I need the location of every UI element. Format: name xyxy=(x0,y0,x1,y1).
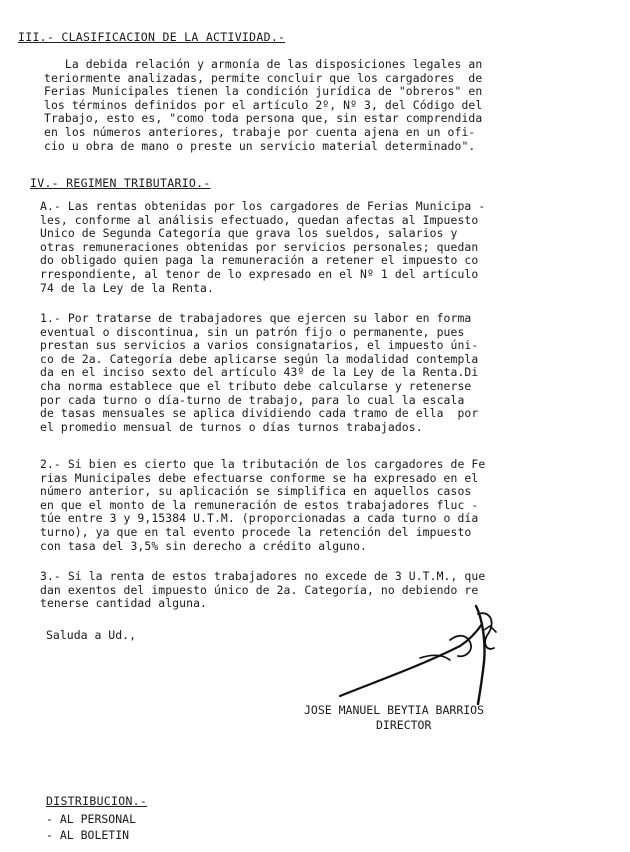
paragraph-line: les, conforme al análisis efectuado, quedan afectas al Impuesto xyxy=(40,212,479,227)
paragraph-line: cio u obra de mano o preste un servicio material determinado". xyxy=(44,138,476,153)
paragraph-line: número anterior, su aplicación se simplifica en aquellos casos xyxy=(40,484,472,499)
paragraph-line: do obligado quien paga la remuneración a retener el impuesto co xyxy=(40,253,479,268)
paragraph-line: eventual o discontinua, sin un patrón fijo o permanente, pues xyxy=(40,324,465,339)
paragraph-line: 1.- Por tratarse de trabajadores que ejercen su labor en forma xyxy=(40,311,472,325)
paragraph-line: Trabajo, esto es, "como toda persona que, sin estar comprendida xyxy=(44,111,483,126)
paragraph-line: los términos definidos por el artículo 2º, Nº 3, del Código del xyxy=(44,97,483,112)
paragraph-line: teriormente analizadas, permite concluir que los cargadores de xyxy=(44,70,483,85)
paragraph-line: prestan sus servicios a varios consignatarios, el impuesto úni- xyxy=(40,338,479,353)
paragraph-line: rrespondiente, al tenor de lo expresado en el Nº 1 del artículo xyxy=(40,266,479,281)
paragraph-line: La debida relación y armonía de las disposiciones legales an xyxy=(44,57,483,71)
paragraph-line: 2.- Si bien es cierto que la tributación de los cargadores de Fe xyxy=(40,457,486,471)
distribution-item: - AL PERSONAL xyxy=(46,812,137,826)
signatory-name: JOSE MANUEL BEYTIA BARRIOS xyxy=(304,703,485,717)
paragraph-line: 74 de la Ley de la Renta. xyxy=(40,280,214,295)
paragraph-line: en que el monto de la remuneración de estos trabajadores fluc - xyxy=(40,497,479,512)
section-3-heading: III.- CLASIFICACION DE LA ACTIVIDAD.- xyxy=(18,30,286,44)
paragraph-line: de tasas mensuales se aplica dividiendo cada tramo de ella por xyxy=(40,406,479,421)
paragraph-line: Unico de Segunda Categoría que grava los sueldos, salarios y xyxy=(40,226,458,241)
paragraph-a xyxy=(40,200,606,295)
section-3-paragraph xyxy=(44,58,604,153)
paragraph-line: da en el inciso sexto del artículo 43º de la Ley de la Renta.Di xyxy=(40,365,479,380)
distribution-heading: DISTRIBUCION.- xyxy=(46,794,148,808)
paragraph-line: rias Municipales debe efectuarse conforme se ha expresado en el xyxy=(40,470,479,485)
distribution-item: - AL BOLETIN xyxy=(46,828,130,842)
paragraph-line: cha norma establece que el tributo debe calcularse y retenerse xyxy=(40,378,472,393)
signatory-title: DIRECTOR xyxy=(376,718,432,732)
paragraph-line: A.- Las rentas obtenidas por los cargadores de Ferias Municipa - xyxy=(40,199,486,213)
paragraph-line: Ferias Municipales tienen la condición jurídica de "obreros" en xyxy=(44,84,483,99)
paragraph-line: en los números anteriores, trabaje por cuenta ajena en un ofi- xyxy=(44,124,476,139)
paragraph-line: con tasa del 3,5% sin derecho a crédito alguno. xyxy=(40,538,368,553)
paragraph-line: el promedio mensual de turnos o días turnos trabajados. xyxy=(40,419,423,434)
paragraph-line: tenerse cantidad alguna. xyxy=(40,596,207,611)
section-4-heading: IV.- REGIMEN TRIBUTARIO.- xyxy=(30,176,211,190)
paragraph-line: por cada turno o día-turno de trabajo, para lo cual la escala xyxy=(40,392,465,407)
paragraph-line: dan exentos del impuesto único de 2a. Categoría, no debiendo re xyxy=(40,582,479,597)
paragraph-line: co de 2a. Categoría debe aplicarse según la modalidad contempla xyxy=(40,351,479,366)
paragraph-line: túe entre 3 y 9,15384 U.T.M. (proporcionadas a cada turno o día xyxy=(40,511,479,526)
paragraph-line: otras remuneraciones obtenidas por servicios personales; quedan xyxy=(40,239,479,254)
paragraph-line: turno), ya que en tal evento procede la retención del impuesto xyxy=(40,524,472,539)
paragraph-2 xyxy=(40,458,606,553)
paragraph-line: 3.- Si la renta de estos trabajadores no excede de 3 U.T.M., que xyxy=(40,569,486,583)
closing-salutation: Saluda a Ud., xyxy=(46,628,137,642)
paragraph-1 xyxy=(40,312,606,434)
handwritten-signature xyxy=(300,600,530,710)
